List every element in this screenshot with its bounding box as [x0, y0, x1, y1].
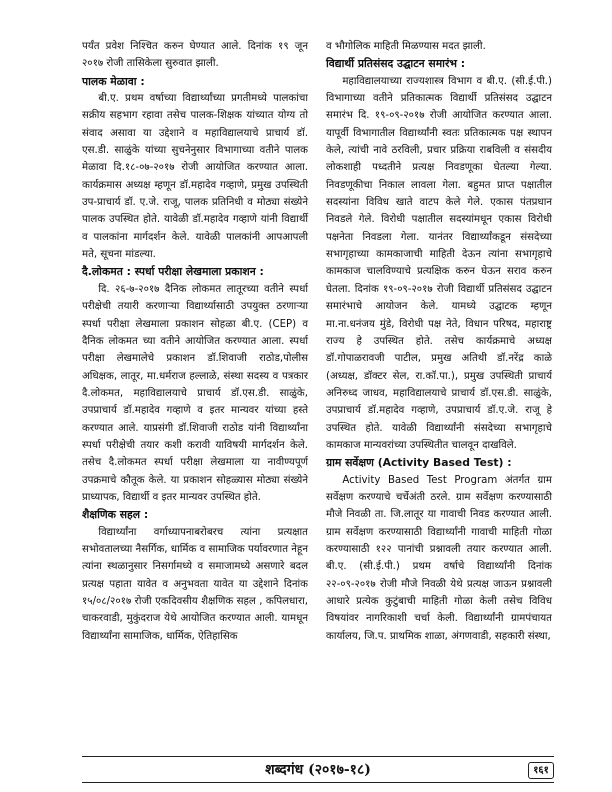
heading-student-parliament: विद्यार्थी प्रतिसंसद उद्घाटन समारंभ :: [326, 57, 466, 71]
left-paragraph-intro: पर्यंत प्रवेश निश्चित करुन घेण्यात आले. दिनांक १९ जून २०१७ रोजी तासिकेला सुरुवात झाली.: [82, 41, 308, 70]
footer-title: शब्दगंध (२०१७-१८): [265, 762, 371, 778]
paragraph-student-parliament: महाविद्यालयाच्या राज्यशास्त्र विभाग व बी.ए. (सी.ई.पी.) विभागाच्या वतीने प्रतिकात्मक विद्यार्थी प्रतिसंसद उद्घाटन समारंभ दि. १९-०९-२०१७ रोजी आयोजित करण्यात आला. यापूर्वी विभागातील विद्यार्थ्यांनी स्वतः प्रतिकात्मक पक्ष स्थापन केले, त्यांची नावे ठरविली, प्रचार प्रक्रिया राबविली व संसदीय लोकशाही पध्दतीने प्रत्यक्ष निवडणूका घेतल्या गेल्या. निवडणूकीचा निकाल लावला गेला. बहुमत प्राप्त पक्षातील सदस्यांना विविध खाते वाटप केले गेले. एकास पंतप्रधान निवडले गेले. विरोधी पक्षातील सदस्यांमधून एकास विरोधी पक्षनेता निवडला गेला. यानंतर विद्यार्थ्यांकडून संसदेच्या सभागृहाच्या कामकाजाची माहिती देऊन त्यांना सभागृहाचे कामकाज चालविण्याचे प्रत्यक्षिक करुन घेऊन सराव करुन घेतला. दिनांक १९-०९-२०१७ रोजी विद्यार्थी प्रतिसंसद उद्घाटन समारंभाचे आयोजन केले. यामध्ये उद्घाटक म्हणून मा.ना.धनंजय मुंडे, विरोधी पक्ष नेते, विधान परिषद, महाराष्ट्र राज्य हे उपस्थित होते. तसेच कार्यक्रमाचे अध्यक्ष डॉ.गोपाळरावजी पाटील, प्रमुख अतिथी डॉ.नरेंद्र काळे (अध्यक्ष, डॉक्टर सेल, रा.कॉ.पा.), प्रमुख उपस्थिती प्राचार्य अनिरुध्द जाधव, महाविद्यालयाचे प्राचार्य डॉ.एस.डी. साळुंके, उपप्राचार्य डॉ.महादेव गव्हाणे, उपप्राचार्य डॉ.ए.जे. राजू हे उपस्थित होते. यावेळी विद्यार्थ्यांनी संसदेच्या सभागृहाचे कामकाज मान्यवरांच्या उपस्थितीत चालवून दाखविले.: [326, 75, 552, 451]
heading-lokmat-series: दै.लोकमत : स्पर्धा परीक्षा लेखमाला प्रकाशन :: [82, 265, 264, 279]
heading-village-survey: ग्राम सर्वेक्षण (Activity Based Test) :: [326, 456, 512, 470]
heading-educational-trip: शैक्षणिक सहल :: [82, 508, 149, 522]
heading-parent-meeting: पालक मेळावा :: [82, 74, 145, 88]
paragraph-parent-meeting: बी.ए. प्रथम वर्षाच्या विद्यार्थ्यांच्या प्रगतीमध्ये पालकांचा सक्रीय सहभाग रहावा तसेच पालक-शिक्षक यांच्यात योग्य तो संवाद असावा या उद्देशाने व महाविद्यालयाचे प्राचार्य डॉ. एस.डी. साळुंके यांच्या सुचनेनुसार विभागाच्या वतीने पालक मेळावा दि.१८-०७-२०१७ रोजी आयोजित करण्यात आला. कार्यक्रमास अध्यक्ष म्हणून डॉ.महादेव गव्हाणे, प्रमुख उपस्थिती उप-प्राचार्य डॉ. ए.जे. राजू, पालक प्रतिनिधी व मोठ्या संख्येने पालक उपस्थित होते. यावेळी डॉ.महादेव गव्हाणे यांनी विद्यार्थी व पालकांना मार्गदर्शन केले. यावेळी पालकांनी आपआपली मते, सूचना मांडल्या.: [82, 93, 308, 261]
page-number: १६१: [528, 762, 554, 779]
right-paragraph-intro: व भौगोलिक माहिती मिळण्यास मदत झाली.: [326, 41, 486, 52]
footer-divider-bottom: [82, 782, 554, 783]
paragraph-educational-trip: विद्यार्थ्यांना वर्गाध्यापनाबरोबरच त्यांना प्रत्यक्षात सभोवतालच्या नैसर्गिक, धार्मिक व सामाजिक पर्यावरणात नेहून त्यांना स्थळानुसार निसर्गामध्ये व समाजामध्ये असणारे बदल प्रत्यक्ष पहाता यावेत व अनुभवता यावेत या उद्देशाने दिनांक १५/०८/२०१७ रोजी एकदिवसीय शैक्षणिक सहल , कपिलधारा, चाकरवाडी, मुकुंदराज येथे आयोजित करण्यात आली. यामधून विद्यार्थ्यांना सामाजिक, धार्मिक, ऐतिहासिक: [82, 526, 308, 642]
paragraph-village-survey: Activity Based Test Program अंतर्गत ग्राम सर्वेक्षण करण्याचे चर्चेअंती ठरले. ग्राम सर्वेक्षण करण्यासाठी मौजे निवळी ता. जि.लातूर या गावाची निवड करण्यात आली. ग्राम सर्वेक्षण करण्यासाठी विद्यार्थ्यांनी गावाची माहिती गोळा करण्यासाठी १२२ पानांची प्रश्नावली तयार करण्यात आली. बी.ए. (सी.ई.पी.) प्रथम वर्षाचे विद्यार्थ्यांनी दिनांक २२-०९-२०१७ रोजी मौजे निवळी येथे प्रत्यक्ष जाऊन प्रश्नावली आधारे प्रत्येक कुटुंबाची माहिती गोळा केली तसेच विविध विषयांवर नागरिकाशी चर्चा केली. विद्यार्थ्यांनी ग्रामपंचायत कार्यालय, जि.प. प्राथमिक शाळा, अंगणवाडी, सहकारी संस्था,: [326, 474, 552, 642]
paragraph-lokmat-series: दि. २६-७-२०१७ दैनिक लोकमत लातूरच्या वतीने स्पर्धा परीक्षेची तयारी करणाऱ्या विद्यार्थ्यासाठी उपयुक्त ठरणाऱ्या स्पर्धा परीक्षा लेखमाला प्रकाशन सोहळा बी.ए. (CEP) व दैनिक लोकमत च्या वतीने आयोजित करण्यात आला. स्पर्धा परीक्षा लेखमालेचे प्रकाशन डॉ.शिवाजी राठोड,पोलीस अधिक्षक, लातूर, मा.धर्मराज हल्लाळे, संस्था सदस्य व पत्रकार दै.लोकमत, महाविद्यालयाचे प्राचार्य डॉ.एस.डी. साळुंके, उपप्राचार्य डॉ.महादेव गव्हाणे व इतर मान्यवर यांच्या हस्ते करण्यात आले. याप्रसंगी डॉ.शिवाजी राठोड यांनी विद्यार्थ्यांना स्पर्धा परीक्षेची तयार कशी करावी याविषयी मार्गदर्शन केले. तसेच दै.लोकमत स्पर्धा परीक्षा लेखमाला या नावीण्यपूर्ण उपक्रमाचे कौतूक केले. या प्रकाशन सोहळ्यास मोठ्या संख्येने प्राध्यापक, विद्यार्थी व इतर मान्यवर उपस्थित होते.: [82, 283, 308, 503]
right-column: [326, 38, 552, 645]
left-column: [82, 38, 308, 645]
footer-divider-top: [82, 756, 554, 757]
